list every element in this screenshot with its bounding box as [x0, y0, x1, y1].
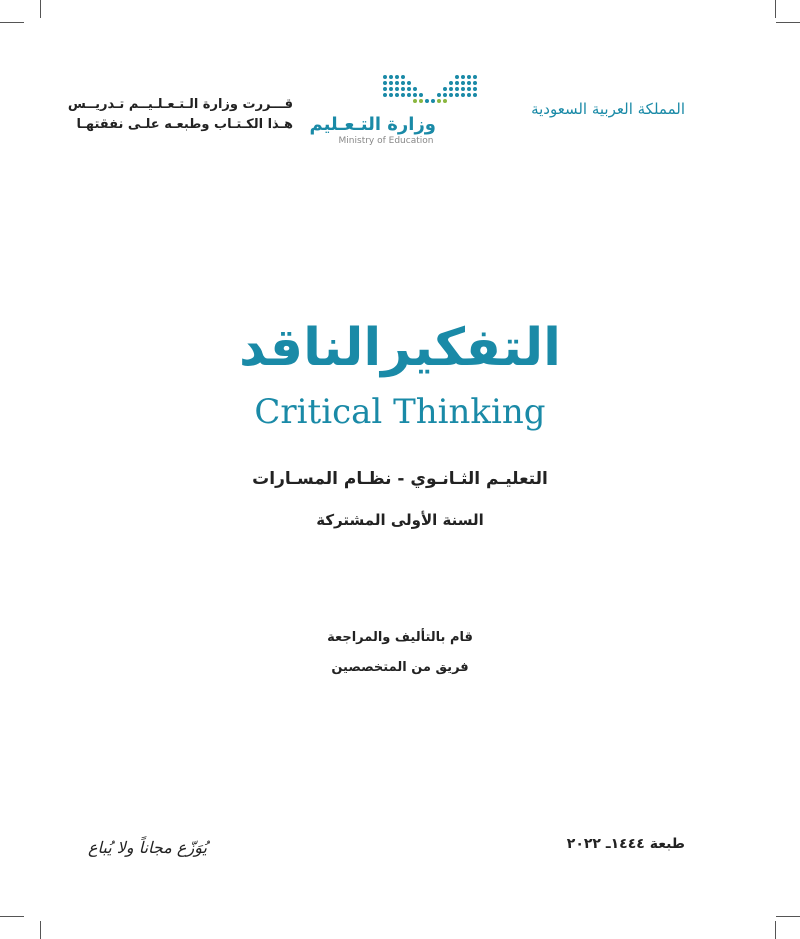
approval-line-1: قـــررت وزارة الـتـعـلـيــم تـدريــس: [67, 97, 293, 112]
book-title-arabic: التفكيرالناقد: [238, 318, 561, 378]
crop-mark-bottom-left: [40, 921, 41, 939]
crop-mark-top-right: [775, 0, 776, 18]
authors-team: فريق من المتخصصين: [331, 660, 469, 675]
ministry-name-arabic: وزارة التـعـليم: [309, 114, 436, 135]
crop-mark-bottom-right: [775, 921, 776, 939]
ministry-name-english: Ministry of Education: [338, 136, 434, 146]
crop-mark-left-bottom: [0, 916, 24, 917]
crop-mark-right-bottom: [776, 916, 800, 917]
free-distribution-note: يُوَزّع مجاناً ولا يُباع: [88, 838, 207, 857]
edition-year: طبعة ١٤٤٤ـ ٢٠٢٢: [566, 836, 685, 852]
authorship-line: قام بالتأليف والمراجعة: [327, 630, 473, 645]
kingdom-name: المملكة العربية السعودية: [531, 100, 685, 118]
crop-mark-right-top: [776, 22, 800, 23]
approval-line-2: هـذا الكـتـاب وطبعـه علـى نفقتهـا: [76, 117, 293, 132]
school-year: السنة الأولى المشتركة: [316, 511, 484, 529]
approval-statement: [67, 95, 293, 135]
education-level: التعليـم الثـانـوي - نظـام المسـارات: [252, 469, 548, 489]
crop-mark-top-left: [40, 0, 41, 18]
crop-mark-left-top: [0, 22, 24, 23]
ministry-logo-dots-icon: [382, 72, 478, 108]
book-title-english: Critical Thinking: [254, 392, 546, 432]
ministry-logo: [309, 72, 486, 152]
